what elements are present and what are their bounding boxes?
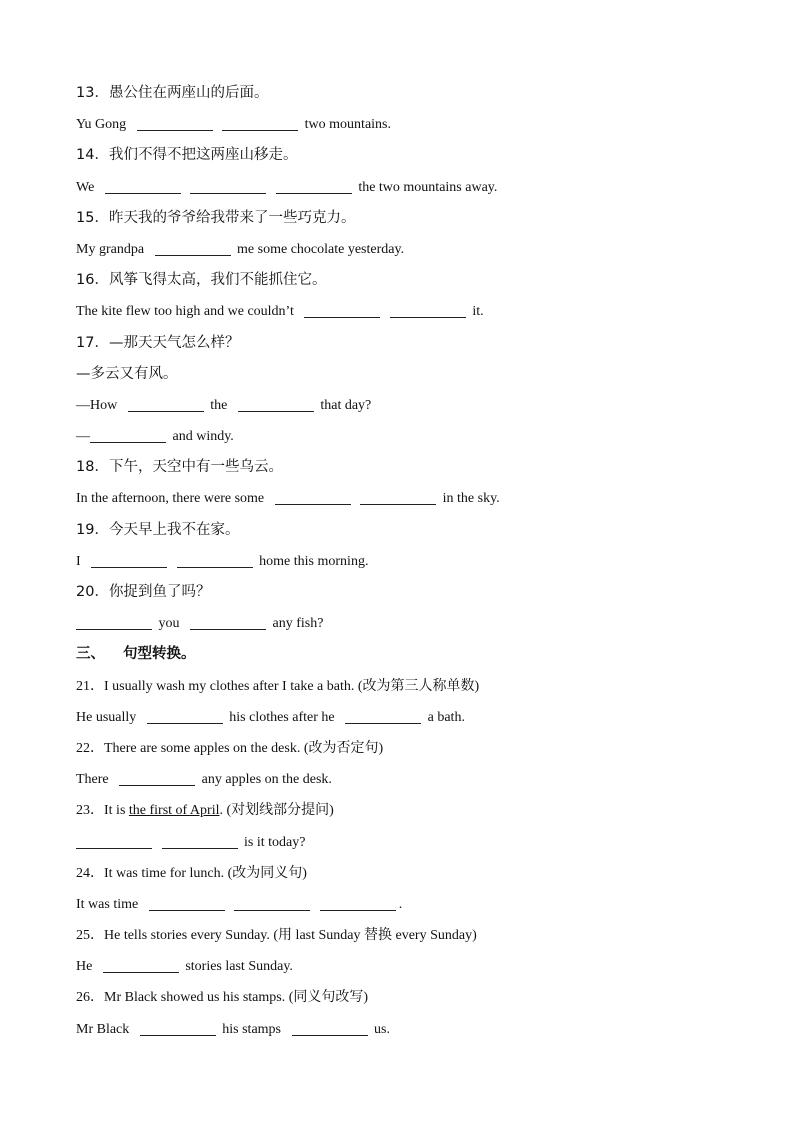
q23-prompt-end: . (对划线部分提问) — [219, 803, 334, 819]
q19-blank-2[interactable] — [177, 566, 253, 568]
q19-chinese: 19．今天早上我不在家。 — [76, 521, 240, 538]
q15-text-end: me some chocolate yesterday. — [237, 241, 405, 257]
q19-text-start: I — [76, 553, 81, 569]
q25-blank-1[interactable] — [103, 971, 179, 973]
q25-text-start: He — [76, 959, 93, 975]
q25-prompt: 25．He tells stories every Sunday. (用 last Sunday 替换 every Sunday) — [76, 928, 477, 944]
q20-blank-2[interactable] — [190, 628, 266, 630]
q20-text-end: any fish? — [272, 616, 324, 632]
q21-answer-line — [76, 702, 736, 733]
q26-prompt: 26．Mr Black showed us his stamps. (同义句改写) — [76, 990, 369, 1006]
q26-blank-2[interactable] — [292, 1034, 368, 1036]
q23-blank-1[interactable] — [76, 847, 152, 849]
q14-blank-2[interactable] — [190, 192, 266, 194]
q15-blank-1[interactable] — [155, 254, 231, 256]
q17-dash: — — [76, 429, 90, 445]
q26-answer-line — [76, 1014, 736, 1045]
section-heading — [76, 639, 736, 670]
section-number: 三、 — [76, 646, 105, 663]
q13-blank-1[interactable] — [137, 129, 213, 131]
q13-text-end: two mountains. — [304, 117, 392, 133]
q16-blank-1[interactable] — [304, 316, 380, 318]
q21-text-mid: his clothes after he — [229, 709, 335, 725]
q17-blank-1[interactable] — [128, 410, 204, 412]
q16-answer-line — [76, 296, 736, 327]
q17-blank-3[interactable] — [90, 441, 166, 443]
q18-text-end: in the sky. — [442, 491, 500, 507]
q17-answer-line-1 — [76, 390, 736, 421]
q14-answer-line — [76, 172, 736, 203]
q13-chinese: 13．愚公住在两座山的后面。 — [76, 85, 269, 101]
q17-blank-2[interactable] — [238, 410, 314, 412]
q18-blank-2[interactable] — [360, 503, 436, 505]
q13-answer-line — [76, 109, 736, 140]
q25-answer-line — [76, 951, 736, 982]
q22-prompt: 22．There are some apples on the desk. (改为否定句) — [76, 740, 384, 756]
q17-text-end-2: and windy. — [172, 429, 234, 445]
q22-text-start: There — [76, 772, 109, 788]
q15-chinese: 15．昨天我的爷爷给我带来了一些巧克力。 — [76, 209, 356, 226]
q26-text-start: Mr Black — [76, 1021, 130, 1037]
q21-blank-2[interactable] — [345, 722, 421, 724]
q19-blank-1[interactable] — [91, 566, 167, 568]
q13-text-start: Yu Gong — [76, 117, 127, 133]
q24-text-start: It was time — [76, 896, 139, 912]
q20-blank-1[interactable] — [76, 628, 152, 630]
q20-text-mid: you — [158, 616, 180, 632]
q20-chinese: 20．你捉到鱼了吗？ — [76, 584, 211, 600]
q19-answer-line — [76, 546, 736, 577]
q14-text-start: We — [76, 179, 95, 195]
q15-answer-line — [76, 234, 736, 265]
q15-text-start: My grandpa — [76, 241, 145, 257]
q23-text-end: is it today? — [244, 834, 306, 850]
q22-blank-1[interactable] — [119, 784, 195, 786]
q26-text-end: us. — [374, 1021, 390, 1037]
q25-text-end: stories last Sunday. — [185, 959, 293, 975]
q24-blank-3[interactable] — [320, 909, 396, 911]
q21-text-end: a bath. — [427, 709, 465, 725]
q17-chinese: 17．—那天天气怎么样？ — [76, 334, 240, 351]
q14-text-end: the two mountains away. — [358, 179, 498, 195]
q17-text-start: —How — [76, 397, 118, 413]
q17-text-mid: the — [210, 397, 228, 413]
q17-answer-line-2 — [76, 421, 736, 452]
q16-chinese: 16．风筝飞得太高，我们不能抓住它。 — [76, 272, 327, 289]
q18-chinese: 18．下午，天空中有一些乌云。 — [76, 459, 283, 476]
q24-answer-line — [76, 889, 736, 920]
q23-underlined-phrase: the first of April — [128, 803, 220, 819]
q21-text-start: He usually — [76, 709, 137, 725]
q14-blank-1[interactable] — [105, 192, 181, 194]
section-title: 句型转换。 — [123, 646, 196, 663]
q18-text-start: In the afternoon, there were some — [76, 491, 265, 507]
q24-prompt: 24．It was time for lunch. (改为同义句) — [76, 865, 307, 881]
q23-prompt — [76, 795, 736, 826]
q18-blank-1[interactable] — [275, 503, 351, 505]
q16-blank-2[interactable] — [390, 316, 466, 318]
q16-text-end: it. — [472, 304, 484, 320]
q24-text-end: . — [398, 896, 403, 912]
q23-blank-2[interactable] — [162, 847, 238, 849]
q22-answer-line — [76, 764, 736, 795]
q20-answer-line — [76, 608, 736, 639]
q18-answer-line — [76, 483, 736, 514]
q23-answer-line — [76, 827, 736, 858]
q22-text-end: any apples on the desk. — [201, 772, 332, 788]
q13-blank-2[interactable] — [222, 129, 298, 131]
worksheet-page — [76, 78, 736, 1045]
q24-blank-2[interactable] — [234, 909, 310, 911]
q19-text-end: home this morning. — [259, 553, 369, 569]
q23-prompt-start: 23．It is — [76, 803, 126, 819]
q24-blank-1[interactable] — [149, 909, 225, 911]
q26-blank-1[interactable] — [140, 1034, 216, 1036]
q26-text-mid: his stamps — [222, 1021, 281, 1037]
q21-blank-1[interactable] — [147, 722, 223, 724]
q14-chinese: 14．我们不得不把这两座山移走。 — [76, 147, 298, 164]
q16-text-start: The kite flew too high and we couldn’t — [76, 304, 294, 320]
q17-text-end: that day? — [320, 397, 372, 413]
q14-blank-3[interactable] — [276, 192, 352, 194]
q17-chinese-reply: —多云又有风。 — [76, 365, 178, 382]
q21-prompt: 21．I usually wash my clothes after I take a bath. (改为第三人称单数) — [76, 678, 480, 694]
